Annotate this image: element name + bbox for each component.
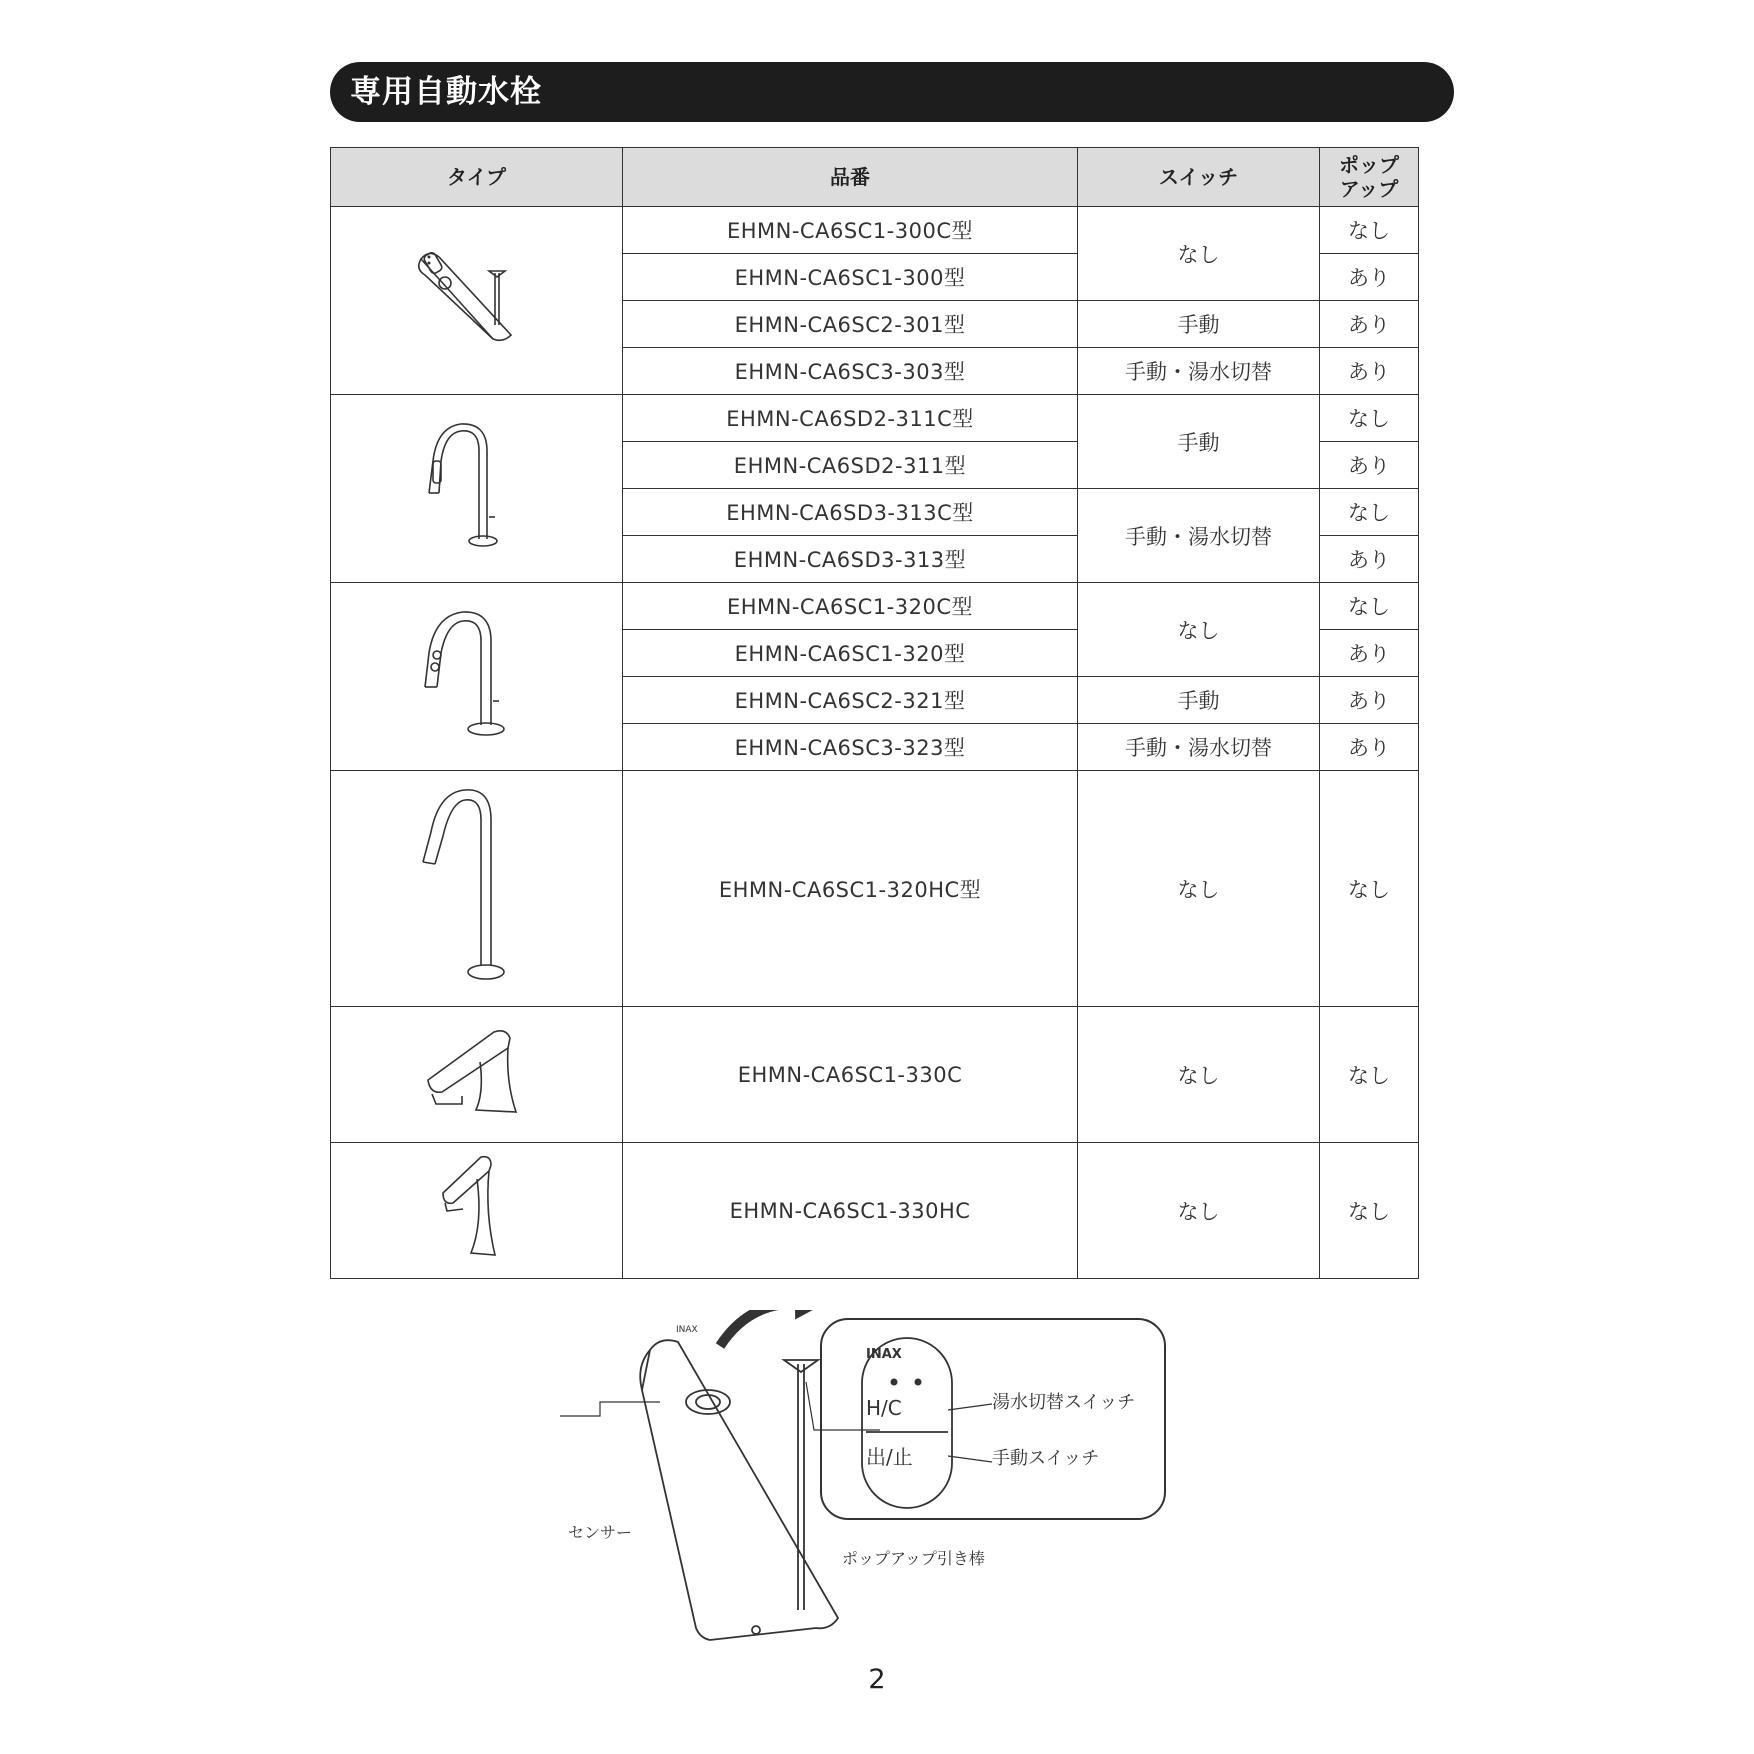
popup-rod-label: ポップアップ引き棒: [842, 1549, 985, 1568]
page-title: 専用自動水栓: [350, 74, 542, 110]
popup-value: あり: [1320, 254, 1419, 301]
model-number: EHMN-CA6SC1-300C型: [623, 207, 1078, 254]
table-row: [331, 207, 1419, 254]
column-header-switch: スイッチ: [1078, 148, 1320, 207]
gooseneck-faucet-round-icon: [331, 583, 623, 771]
popup-value: あり: [1320, 348, 1419, 395]
brand-label: INAX: [866, 1347, 902, 1362]
model-number: EHMN-CA6SC2-321型: [623, 677, 1078, 724]
table-row: [331, 395, 1419, 442]
tall-flat-spout-faucet-icon: [331, 1143, 623, 1279]
arrow-icon: [720, 1310, 802, 1346]
switch-value: 手動: [1078, 395, 1320, 489]
popup-value: なし: [1320, 395, 1419, 442]
switch-value: なし: [1078, 771, 1320, 1007]
column-header-type: タイプ: [331, 148, 623, 207]
model-number: EHMN-CA6SC1-330HC: [623, 1143, 1078, 1279]
popup-value: なし: [1320, 1007, 1419, 1143]
table-row: [331, 583, 1419, 630]
faucet-body: [642, 1340, 838, 1640]
column-header-popup: ポップ アップ: [1320, 148, 1419, 207]
popup-value: なし: [1320, 1143, 1419, 1279]
stop-switch-label: 出/止: [866, 1445, 913, 1469]
popup-value: あり: [1320, 301, 1419, 348]
popup-value: なし: [1320, 583, 1419, 630]
gooseneck-faucet-icon: [331, 395, 623, 583]
model-number: EHMN-CA6SD2-311C型: [623, 395, 1078, 442]
switch-value: 手動・湯水切替: [1078, 348, 1320, 395]
switch-value: なし: [1078, 1143, 1320, 1279]
table-row: [331, 1143, 1419, 1279]
popup-value: あり: [1320, 724, 1419, 771]
popup-value: なし: [1320, 771, 1419, 1007]
switch-value: 手動: [1078, 301, 1320, 348]
switch-value: なし: [1078, 583, 1320, 677]
sensor-label: センサー: [568, 1523, 633, 1542]
model-number: EHMN-CA6SD2-311型: [623, 442, 1078, 489]
page-number: 2: [868, 1664, 886, 1695]
switch-value: なし: [1078, 1007, 1320, 1143]
model-number: EHMN-CA6SC3-323型: [623, 724, 1078, 771]
table-row: [331, 1007, 1419, 1143]
model-number: EHMN-CA6SC2-301型: [623, 301, 1078, 348]
popup-value: あり: [1320, 536, 1419, 583]
model-number: EHMN-CA6SC1-320C型: [623, 583, 1078, 630]
faucet-brand: INAX: [676, 1325, 698, 1335]
callout-hc-switch: 湯水切替スイッチ: [992, 1392, 1136, 1413]
table-header-row: [331, 148, 1419, 207]
switch-value: 手動・湯水切替: [1078, 724, 1320, 771]
model-number: EHMN-CA6SC1-320HC型: [623, 771, 1078, 1007]
model-number: EHMN-CA6SD3-313型: [623, 536, 1078, 583]
table-row: [331, 771, 1419, 1007]
switch-panel: [862, 1338, 952, 1508]
switch-value: 手動・湯水切替: [1078, 489, 1320, 583]
column-header-model: 品番: [623, 148, 1078, 207]
sensor-faucet-short-icon: [331, 207, 623, 395]
model-number: EHMN-CA6SC1-330C: [623, 1007, 1078, 1143]
model-number: EHMN-CA6SD3-313C型: [623, 489, 1078, 536]
flat-spout-faucet-icon: [331, 1007, 623, 1143]
tall-gooseneck-faucet-icon: [331, 771, 623, 1007]
model-number: EHMN-CA6SC1-300型: [623, 254, 1078, 301]
popup-value: なし: [1320, 207, 1419, 254]
popup-value: あり: [1320, 630, 1419, 677]
popup-value: あり: [1320, 677, 1419, 724]
hc-switch-label: H/C: [866, 1396, 902, 1420]
popup-value: あり: [1320, 442, 1419, 489]
model-number: EHMN-CA6SC1-320型: [623, 630, 1078, 677]
spec-table: [330, 147, 1419, 1279]
popup-value: なし: [1320, 489, 1419, 536]
model-number: EHMN-CA6SC3-303型: [623, 348, 1078, 395]
switch-value: なし: [1078, 207, 1320, 301]
switch-value: 手動: [1078, 677, 1320, 724]
section-header: [330, 62, 1454, 122]
callout-manual-switch: 手動スイッチ: [992, 1448, 1100, 1469]
